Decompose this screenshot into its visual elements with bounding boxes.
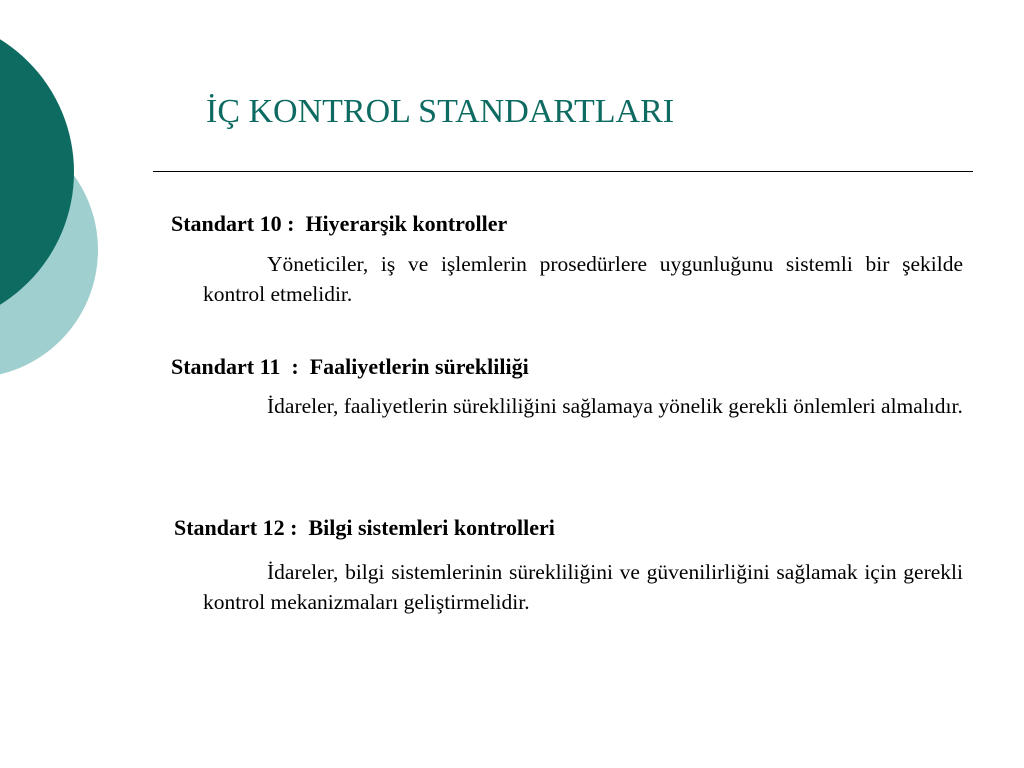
standard-11-heading: Standart 11 : Faaliyetlerin sürekliliği [171, 354, 529, 379]
standard-12-heading: Standart 12 : Bilgi sistemleri kontrolleri [174, 515, 555, 540]
standard-10-body: Yöneticiler, iş ve işlemlerin prosedürlere uygunluğunu sistemli bir şekilde kontrol etmelidir. [203, 252, 963, 306]
slide-title: İÇ KONTROL STANDARTLARI [206, 93, 675, 130]
title-divider [153, 171, 973, 172]
standard-12-body: İdareler, bilgi sistemlerinin sürekliliğini ve güvenilirliğini sağlamak için gerekli kontrol mekanizmaları geliştirmelidir. [203, 560, 963, 614]
standard-11-body: İdareler, faaliyetlerin sürekliliğini sağlamaya yönelik gerekli önlemleri almalıdır. [267, 394, 963, 418]
standard-10-heading: Standart 10 : Hiyerarşik kontroller [171, 211, 508, 236]
decorative-circles [0, 0, 110, 420]
